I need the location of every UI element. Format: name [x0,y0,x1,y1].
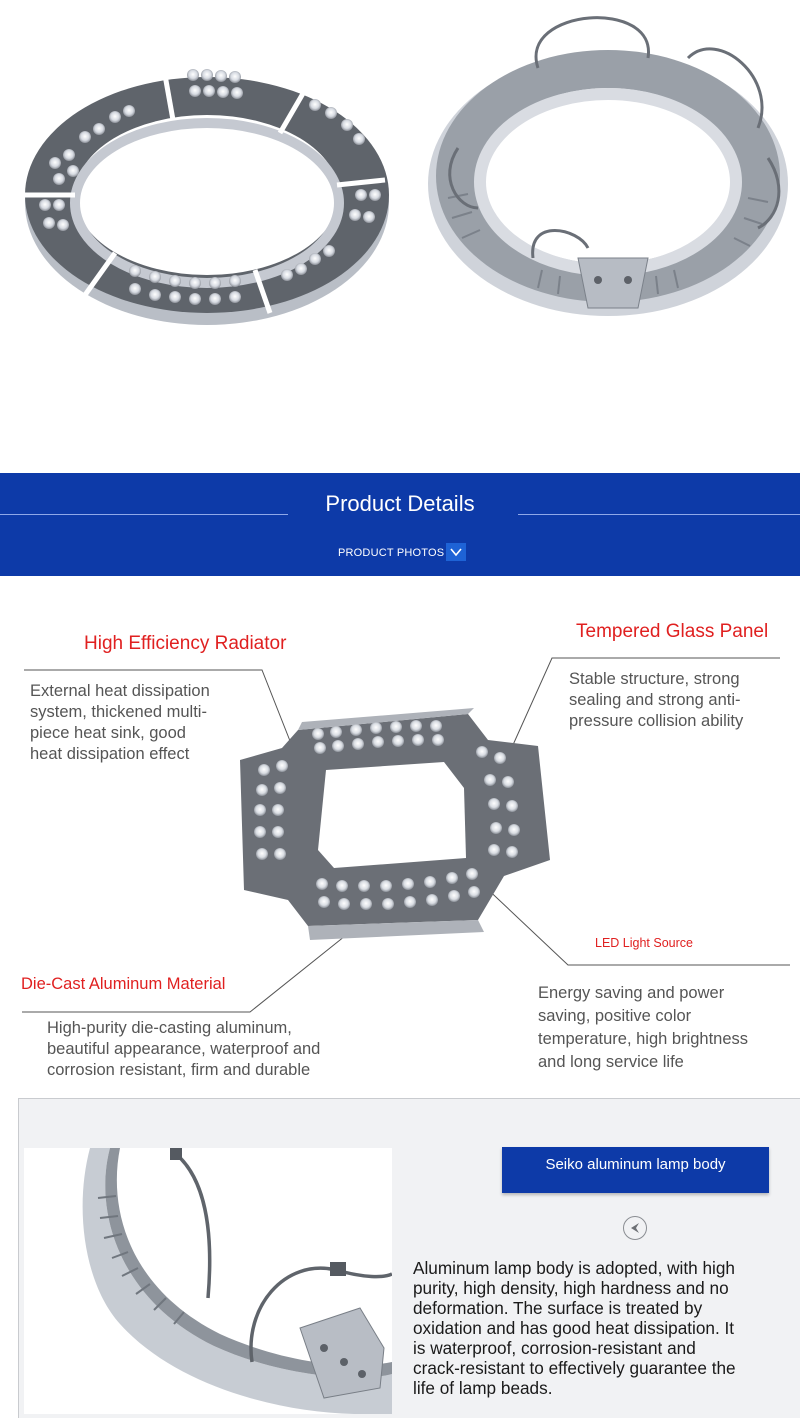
aluminum-line-3: corrosion resistant, firm and durable [47,1061,311,1079]
led-line-2: saving, positive color [538,1007,692,1025]
body-line-1: Aluminum lamp body is adopted, with high [413,1258,735,1278]
arrow-left-circle-icon[interactable] [623,1216,647,1240]
lamp-closeup-photo [238,700,550,948]
product-photo-front [15,45,405,335]
radiator-line-1: External heat dissipation [30,682,210,700]
led-line-1: Energy saving and power [538,984,725,1002]
glass-line-1: Stable structure, strong [569,670,740,688]
glass-heading: Tempered Glass Panel [576,621,769,642]
body-line-5: is waterproof, corrosion-resistant and [413,1338,696,1358]
radiator-line-2: system, thickened multi- [30,703,207,721]
glass-line-2: sealing and strong anti- [569,691,741,709]
lamp-body-photo [24,1148,392,1414]
radiator-line-4: heat dissipation effect [30,745,190,763]
led-line-4: and long service life [538,1053,684,1071]
radiator-heading: High Efficiency Radiator [84,633,287,654]
aluminum-description [47,1018,367,1081]
radiator-description [30,681,240,765]
aluminum-heading: Die-Cast Aluminum Material [21,975,226,993]
body-line-7: life of lamp beads. [413,1378,553,1398]
led-line-3: temperature, high brightness [538,1030,749,1048]
radiator-line-3: piece heat sink, good [30,724,186,742]
body-line-2: purity, high density, high hardness and no [413,1278,729,1298]
aluminum-line-2: beautiful appearance, waterproof and [47,1040,321,1058]
product-details-banner [0,473,800,576]
glass-description [569,669,789,732]
glass-line-3: pressure collision ability [569,712,744,730]
lamp-body-description [413,1258,783,1398]
led-description [538,982,783,1074]
lamp-body-tag: Seiko aluminum lamp body [502,1147,769,1193]
banner-subtitle: PRODUCT PHOTOS [338,547,445,559]
aluminum-line-1: High-purity die-casting aluminum, [47,1019,292,1037]
body-line-3: deformation. The surface is treated by [413,1298,703,1318]
body-line-6: crack-resistant to effectively guarantee the [413,1358,736,1378]
product-photo-back [418,8,793,328]
led-source-label: LED Light Source [595,936,693,950]
chevron-down-icon[interactable] [446,543,466,561]
body-line-4: oxidation and has good heat dissipation. It [413,1318,735,1338]
banner-title: Product Details [325,491,475,516]
